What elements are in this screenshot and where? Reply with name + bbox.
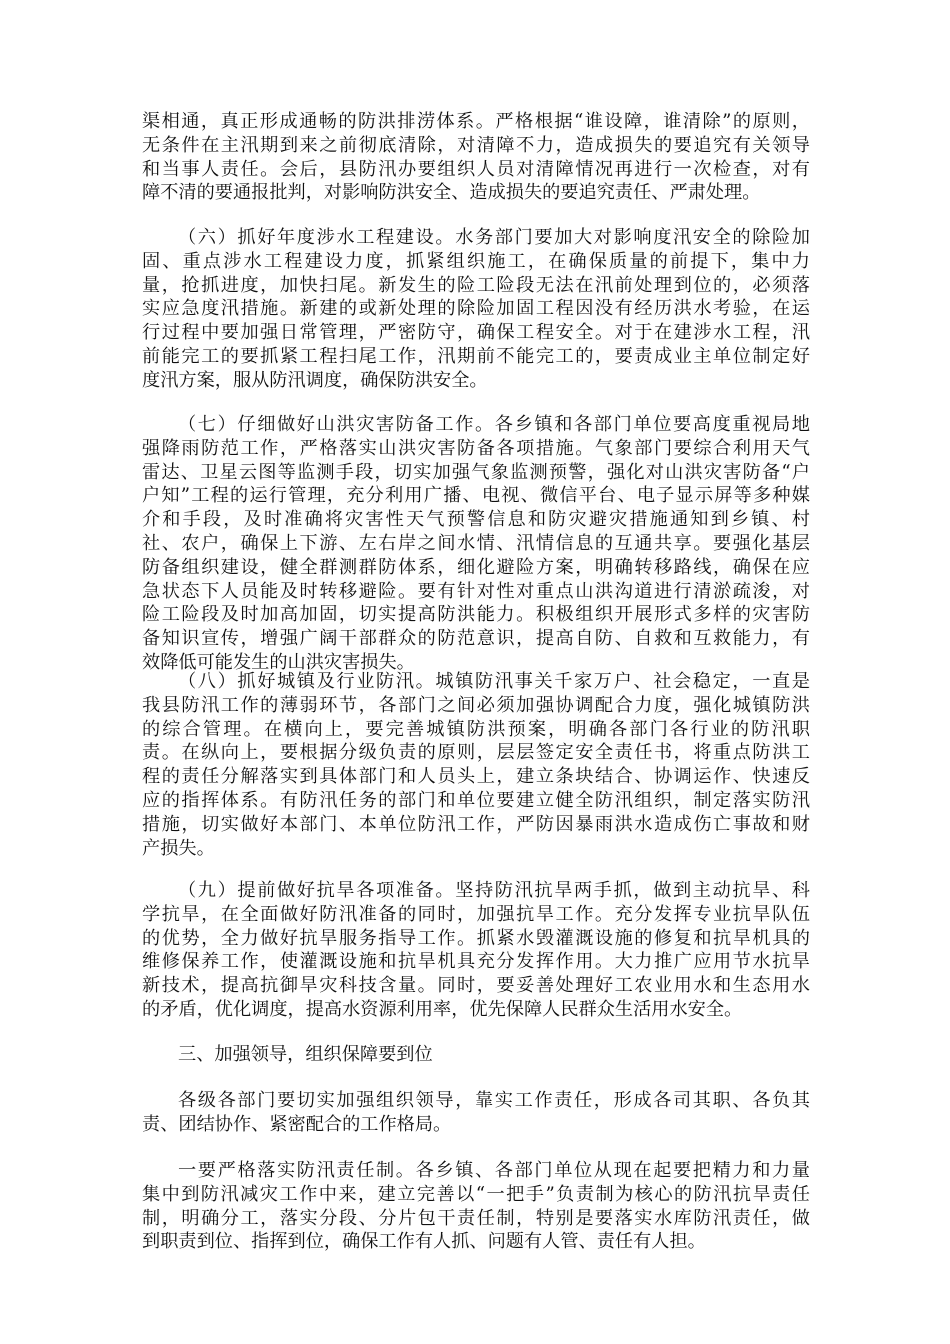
text-line: 度汛方案，服从防汛调度，确保防洪安全。 xyxy=(142,369,488,391)
text-line: 责、团结协作、紧密配合的工作格局。 xyxy=(142,1113,452,1135)
text-line: 渠相通，真正形成通畅的防洪排涝体系。严格根据“谁设障，谁清除”的原则， xyxy=(142,111,810,132)
paragraph-item-seven xyxy=(142,413,810,675)
paragraph-first-requirement xyxy=(142,1159,810,1254)
text-line: 无条件在主汛期到来之前彻底清除，对清障不力，造成损失的要追究有关领导 xyxy=(142,134,810,156)
text-line: 强降雨防范工作，严格落实山洪灾害防备各项措施。气象部门要综合利用天气 xyxy=(142,437,810,459)
text-line: 各级各部门要切实加强组织领导，靠实工作责任，形成各司其职、各负其 xyxy=(178,1090,810,1111)
text-line: 一要严格落实防汛责任制。各乡镇、各部门单位从现在起要把精力和力量 xyxy=(178,1160,810,1181)
text-line: 介和手段，及时准确将灾害性天气预警信息和防灾避灾措施通知到乡镇、村 xyxy=(142,509,810,531)
text-line: 的矛盾，优化调度，提高水资源利用率，优先保障人民群众生活用水安全。 xyxy=(142,998,743,1020)
text-line: 障不清的要通报批判，对影响防洪安全、造成损失的要追究责任、严肃处理。 xyxy=(142,182,761,204)
text-line: （六）抓好年度涉水工程建设。水务部门要加大对影响度汛安全的除险加 xyxy=(178,227,810,248)
text-line: 防备组织建设，健全群测群防体系，细化避险方案，明确转移路线，确保在应 xyxy=(142,556,810,578)
text-line: 雷达、卫星云图等监测手段，切实加强气象监测预警，强化对山洪灾害防备“户 xyxy=(142,461,810,483)
paragraph-drainage-continuation xyxy=(142,110,810,205)
paragraph-item-eight xyxy=(142,670,810,860)
text-line: 到职责到位、指挥到位，确保工作有人抓、问题有人管、责任有人担。 xyxy=(142,1231,706,1253)
text-line: 量，抢抓进度，加快扫尾。新发生的险工险段无法在汛前处理到位的，必须落 xyxy=(142,274,810,296)
section-heading-three xyxy=(142,1043,810,1067)
text-line: 户知”工程的运行管理，充分利用广播、电视、微信平台、电子显示屏等多种媒 xyxy=(142,485,810,507)
text-line: 我县防汛工作的薄弱环节，各部门之间必须加强协调配合力度，强化城镇防洪 xyxy=(142,694,810,716)
paragraph-item-nine xyxy=(142,879,810,1022)
text-line: 急状态下人员能及时转移避险。要有针对性对重点山洪沟道进行清淤疏浚，对 xyxy=(142,580,810,602)
text-line: 应的指挥体系。有防汛任务的部门和单位要建立健全防汛组织，制定落实防汛 xyxy=(142,789,810,811)
text-line: （七）仔细做好山洪灾害防备工作。各乡镇和各部门单位要高度重视局地 xyxy=(178,414,810,435)
text-line: 学抗旱，在全面做好防汛准备的同时，加强抗旱工作。充分发挥专业抗旱队伍 xyxy=(142,903,810,925)
heading-text: 三、加强领导，组织保障要到位 xyxy=(178,1044,433,1065)
text-line: 制，明确分工，落实分段、分片包干责任制，特别是要落实水库防汛责任，做 xyxy=(142,1207,810,1229)
text-line: 备知识宣传，增强广阔干部群众的防范意识，提高自防、自救和互救能力，有 xyxy=(142,628,810,650)
text-line: （八）抓好城镇及行业防汛。城镇防汛事关千家万户、社会稳定，一直是 xyxy=(178,671,810,692)
text-line: 效降低可能发生的山洪灾害损失。 xyxy=(142,651,415,673)
paragraph-leadership xyxy=(142,1089,810,1137)
text-line: 集中到防汛减灾工作中来，建立完善以“一把手”负责制为核心的防汛抗旱责任 xyxy=(142,1183,810,1205)
text-line: 责。在纵向上，要根据分级负责的原则，层层签定安全责任书，将重点防洪工 xyxy=(142,742,810,764)
text-line: 和当事人责任。会后，县防汛办要组织人员对清障情况再进行一次检查，对有 xyxy=(142,158,810,180)
text-line: 的优势，全力做好抗旱服务指导工作。抓紧水毁灌溉设施的修复和抗旱机具的 xyxy=(142,927,810,949)
text-line: 前能完工的要抓紧工程扫尾工作，汛期前不能完工的，要责成业主单位制定好 xyxy=(142,345,810,367)
text-line: 维修保养工作，使灌溉设施和抗旱机具充分发挥作用。大力推广应用节水抗旱 xyxy=(142,951,810,973)
text-line: 实应急度汛措施。新建的或新处理的除险加固工程因没有经历洪水考验，在运 xyxy=(142,298,810,320)
paragraph-item-six xyxy=(142,226,810,393)
text-line: 险工险段及时加高加固，切实提高防洪能力。积极组织开展形式多样的灾害防 xyxy=(142,604,810,626)
text-line: （九）提前做好抗旱各项准备。坚持防汛抗旱两手抓，做到主动抗旱、科 xyxy=(178,880,810,901)
text-line: 行过程中要加强日常管理，严密防守，确保工程安全。对于在建涉水工程，汛 xyxy=(142,322,810,344)
text-line: 新技术，提高抗御旱灾科技含量。同时，要妥善处理好工农业用水和生态用水 xyxy=(142,975,810,997)
text-line: 程的责任分解落实到具体部门和人员头上，建立条块结合、协调运作、快速反 xyxy=(142,766,810,788)
text-line: 产损失。 xyxy=(142,837,215,859)
text-line: 固、重点涉水工程建设力度，抓紧组织施工，在确保质量的前提下，集中力 xyxy=(142,250,810,272)
text-line: 措施，切实做好本部门、本单位防汛工作，严防因暴雨洪水造成伤亡事故和财 xyxy=(142,813,810,835)
text-line: 社、农户，确保上下游、左右岸之间水情、汛情信息的互通共享。要强化基层 xyxy=(142,532,810,554)
text-line: 的综合管理。在横向上，要完善城镇防洪预案，明确各部门各行业的防汛职 xyxy=(142,718,810,740)
